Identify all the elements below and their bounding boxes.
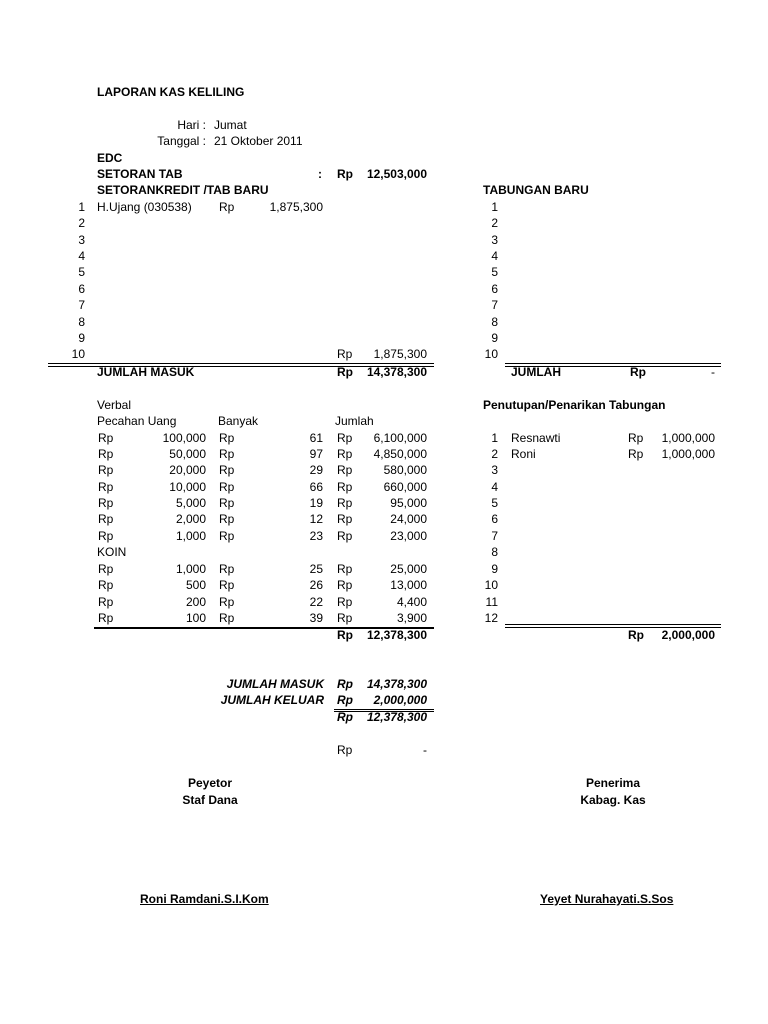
rp-label: Rp — [98, 480, 114, 494]
count: 61 — [309, 431, 323, 445]
tabungan-row-number: 2 — [491, 216, 498, 230]
penutupan-row-number: 12 — [484, 611, 498, 625]
count: 29 — [309, 463, 323, 477]
summary-diff-value: - — [423, 743, 427, 757]
count: 25 — [309, 562, 323, 576]
signature-right-name: Yeyet Nurahayati.S.Sos — [540, 892, 674, 906]
rp-label: Rp — [219, 447, 235, 461]
rp-label: Rp — [219, 578, 235, 592]
hari-value: Jumat — [214, 118, 247, 132]
tabungan-jumlah-rp: Rp — [630, 365, 646, 379]
count: 39 — [309, 611, 323, 625]
tabungan-jumlah-value: - — [711, 365, 715, 379]
setoran-kredit-label: SETORANKREDIT /TAB BARU — [97, 183, 269, 197]
kredit-row-number: 6 — [78, 282, 85, 296]
setoran-tab-label: SETORAN TAB — [97, 167, 183, 181]
rp-label: Rp — [98, 529, 114, 543]
jumlah-masuk-top-rp: Rp — [337, 365, 353, 379]
penutupan-row-name: Resnawti — [511, 431, 561, 445]
tabungan-row-number: 1 — [491, 200, 498, 214]
signature-left-role: Peyetor — [187, 776, 233, 790]
penutupan-row-value: 1,000,000 — [661, 447, 715, 461]
rp-label: Rp — [219, 480, 235, 494]
rp-label: Rp — [337, 463, 353, 477]
rp-label: Rp — [337, 447, 353, 461]
amount: 25,000 — [390, 562, 427, 576]
amount: 24,000 — [390, 512, 427, 526]
jumlah-masuk-top-label: JUMLAH MASUK — [97, 365, 195, 379]
rp-label: Rp — [219, 595, 235, 609]
kredit-row-number: 2 — [78, 216, 85, 230]
kredit-row-number: 10 — [71, 347, 85, 361]
header-banyak: Banyak — [218, 414, 259, 428]
count: 66 — [309, 480, 323, 494]
summary-masuk-value: 14,378,300 — [366, 677, 427, 691]
amount: 4,850,000 — [373, 447, 427, 461]
denomination: 200 — [185, 595, 206, 609]
denomination: 1,000 — [175, 529, 206, 543]
verbal-total-value: 12,378,300 — [366, 628, 427, 642]
summary-keluar-value: 2,000,000 — [373, 693, 427, 707]
tabungan-row-number: 7 — [491, 298, 498, 312]
kredit-row-rp: Rp — [219, 200, 235, 214]
penutupan-row-value: 1,000,000 — [661, 431, 715, 445]
amount: 95,000 — [390, 496, 427, 510]
kredit-row-number: 8 — [78, 315, 85, 329]
count: 22 — [309, 595, 323, 609]
jumlah-masuk-top-value: 14,378,300 — [366, 365, 427, 379]
count: 19 — [309, 496, 323, 510]
summary-diff-rp: Rp — [337, 743, 353, 757]
penutupan-row-number: 6 — [491, 512, 498, 526]
tanggal-value: 21 Oktober 2011 — [214, 134, 303, 148]
kredit-row-number: 4 — [78, 249, 85, 263]
kredit-row-number: 9 — [78, 331, 85, 345]
kredit-row-number: 3 — [78, 233, 85, 247]
rp-label: Rp — [98, 562, 114, 576]
rp-label: Rp — [337, 578, 353, 592]
rp-label: Rp — [337, 562, 353, 576]
verbal-label: Verbal — [97, 398, 132, 412]
tabungan-jumlah-label: JUMLAH — [511, 365, 561, 379]
amount: 23,000 — [390, 529, 427, 543]
penutupan-label: Penutupan/Penarikan Tabungan — [483, 398, 666, 412]
signature-right-title: Kabag. Kas — [580, 793, 646, 807]
tabungan-baru-label: TABUNGAN BARU — [483, 183, 589, 197]
report-title: LAPORAN KAS KELILING — [97, 85, 245, 99]
rp-label: Rp — [98, 496, 114, 510]
rp-label: Rp — [337, 496, 353, 510]
rp-label: Rp — [98, 611, 114, 625]
rp-label: Rp — [98, 512, 114, 526]
penutupan-total-rp: Rp — [628, 628, 644, 642]
rp-label: Rp — [219, 496, 235, 510]
verbal-total-rp: Rp — [337, 628, 353, 642]
penutupan-row-number: 2 — [491, 447, 498, 461]
denomination: 50,000 — [169, 447, 206, 461]
amount: 580,000 — [383, 463, 427, 477]
kredit-row-number: 1 — [78, 200, 85, 214]
penutupan-row-number: 7 — [491, 529, 498, 543]
rp-label: Rp — [219, 512, 235, 526]
penutupan-row-rp: Rp — [628, 447, 644, 461]
rp-label: Rp — [219, 431, 235, 445]
count: 12 — [309, 512, 323, 526]
rp-label: Rp — [337, 480, 353, 494]
kredit-subtotal-rp: Rp — [337, 347, 353, 361]
denomination: 10,000 — [169, 480, 206, 494]
penutupan-row-number: 3 — [491, 463, 498, 477]
count: 26 — [309, 578, 323, 592]
amount: 4,400 — [396, 595, 427, 609]
penutupan-row-number: 8 — [491, 545, 498, 559]
signature-left-name: Roni Ramdani.S.I.Kom — [140, 892, 269, 906]
divider-line — [505, 624, 721, 625]
kredit-subtotal-value: 1,875,300 — [373, 347, 427, 361]
penutupan-row-number: 4 — [491, 480, 498, 494]
denomination: 100 — [185, 611, 206, 625]
denomination: 5,000 — [175, 496, 206, 510]
rp-label: Rp — [98, 578, 114, 592]
summary-net-rp: Rp — [337, 710, 353, 724]
denomination: 1,000 — [175, 562, 206, 576]
rp-label: Rp — [98, 463, 114, 477]
penutupan-row-name: Roni — [511, 447, 536, 461]
edc-label: EDC — [97, 151, 123, 165]
count: 23 — [309, 529, 323, 543]
summary-net-value: 12,378,300 — [366, 710, 427, 724]
denomination: 2,000 — [175, 512, 206, 526]
tabungan-row-number: 10 — [484, 347, 498, 361]
rp-label: Rp — [337, 611, 353, 625]
rp-label: Rp — [337, 512, 353, 526]
setoran-tab-value: 12,503,000 — [366, 167, 427, 181]
kredit-row-number: 7 — [78, 298, 85, 312]
summary-keluar-label: JUMLAH KELUAR — [220, 693, 324, 707]
rp-label: Rp — [337, 431, 353, 445]
signature-left-title: Staf Dana — [182, 793, 238, 807]
penutupan-row-rp: Rp — [628, 431, 644, 445]
kredit-row-name: H.Ujang (030538) — [97, 200, 192, 214]
amount: 3,900 — [396, 611, 427, 625]
rp-label: Rp — [337, 595, 353, 609]
penutupan-row-number: 5 — [491, 496, 498, 510]
koin-label: KOIN — [97, 545, 127, 559]
setoran-tab-rp: Rp — [337, 167, 353, 181]
header-pecahan: Pecahan Uang — [97, 414, 177, 428]
denomination: 20,000 — [169, 463, 206, 477]
penutupan-total-value: 2,000,000 — [661, 628, 715, 642]
rp-label: Rp — [219, 529, 235, 543]
denomination: 500 — [185, 578, 206, 592]
summary-masuk-label: JUMLAH MASUK — [226, 677, 324, 691]
amount: 13,000 — [390, 578, 427, 592]
header-jumlah: Jumlah — [335, 414, 374, 428]
penutupan-row-number: 11 — [485, 595, 498, 609]
denomination: 100,000 — [162, 431, 206, 445]
rp-label: Rp — [219, 611, 235, 625]
kredit-row-value: 1,875,300 — [269, 200, 323, 214]
rp-label: Rp — [98, 447, 114, 461]
rp-label: Rp — [98, 595, 114, 609]
penutupan-row-number: 1 — [491, 431, 498, 445]
rp-label: Rp — [219, 463, 235, 477]
tabungan-row-number: 8 — [491, 315, 498, 329]
tanggal-label: Tanggal : — [157, 134, 206, 148]
signature-right-role: Penerima — [585, 776, 641, 790]
tabungan-row-number: 6 — [491, 282, 498, 296]
rp-label: Rp — [219, 562, 235, 576]
kredit-row-number: 5 — [78, 265, 85, 279]
tabungan-row-number: 3 — [491, 233, 498, 247]
tabungan-row-number: 5 — [491, 265, 498, 279]
setoran-tab-colon: : — [318, 167, 322, 181]
rp-label: Rp — [337, 529, 353, 543]
amount: 6,100,000 — [373, 431, 427, 445]
count: 97 — [309, 447, 323, 461]
penutupan-row-number: 10 — [484, 578, 498, 592]
hari-label: Hari : — [177, 118, 206, 132]
penutupan-row-number: 9 — [491, 562, 498, 576]
amount: 660,000 — [383, 480, 427, 494]
tabungan-row-number: 9 — [491, 331, 498, 345]
summary-masuk-rp: Rp — [337, 677, 353, 691]
summary-keluar-rp: Rp — [337, 693, 353, 707]
rp-label: Rp — [98, 431, 114, 445]
tabungan-row-number: 4 — [491, 249, 498, 263]
